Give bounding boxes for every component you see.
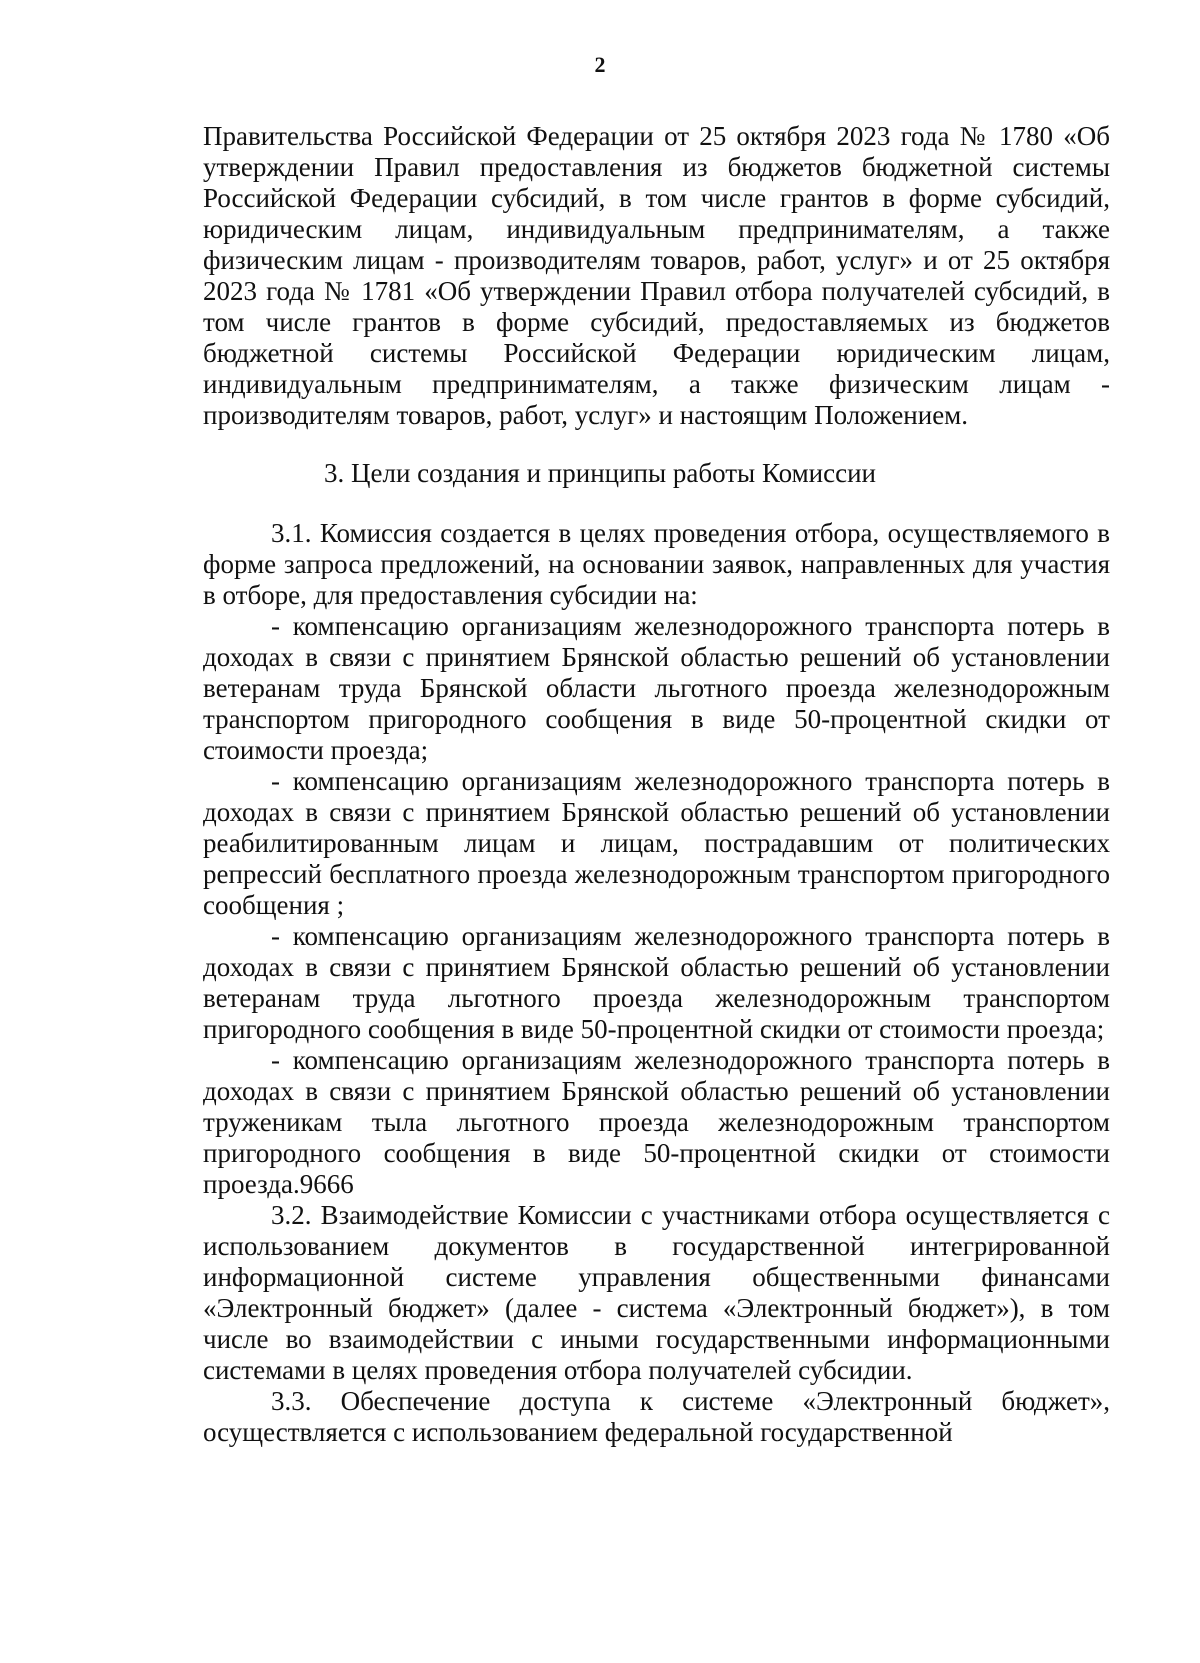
paragraph-3-3: 3.3. Обеспечение доступа к системе «Электронный бюджет», осуществляется с использованием федеральной государственной [203, 1386, 1110, 1447]
list-item-home-front-workers: - компенсацию организациям железнодорожного транспорта потерь в доходах в связи с принятием Брянской областью решений об установлении труженикам тыла льготного проезда железнодорожным транспортом пригородного сообщения в виде 50-процентной скидки от стоимости проезда.9666 [203, 1045, 1110, 1199]
list-item-veterans-labor: - компенсацию организациям железнодорожного транспорта потерь в доходах в связи с принятием Брянской областью решений об установлении ветеранам труда льготного проезда железнодорожным транспортом пригородного сообщения в виде 50-процентной скидки от стоимости проезда; [203, 921, 1110, 1044]
section-body [203, 518, 1110, 1448]
intro-paragraph: Правительства Российской Федерации от 25 октября 2023 года № 1780 «Об утверждении Правил предоставления из бюджетов бюджетной системы Российской Федерации субсидий, в том числе грантов в форме субсидий, юридическим лицам, индивидуальным предпринимателям, а также физическим лицам - производителям товаров, работ, услуг» и от 25 октября 2023 года № 1781 «Об утверждении Правил отбора получателей субсидий, в том числе грантов в форме субсидий, предоставляемых из бюджетов бюджетной системы Российской Федерации юридическим лицам, индивидуальным предпринимателям, а также физическим лицам - производителям товаров, работ, услуг» и настоящим Положением. [203, 121, 1110, 430]
section-heading: 3. Цели создания и принципы работы Комиссии [324, 458, 876, 488]
page-number: 2 [594, 52, 606, 77]
paragraph-3-2: 3.2. Взаимодействие Комиссии с участниками отбора осуществляется с использованием документов в государственной интегрированной информационной системе управления общественными финансами «Электронный бюджет» (далее - система «Электронный бюджет»), в том числе во взаимодействии с иными государственными информационными системами в целях проведения отбора получателей субсидии. [203, 1200, 1110, 1385]
intro-paragraph-block [203, 121, 1110, 431]
paragraph-3-1: 3.1. Комиссия создается в целях проведения отбора, осуществляемого в форме запроса предложений, на основании заявок, направленных для участия в отборе, для предоставления субсидии на: [203, 518, 1110, 610]
list-item-rehabilitated: - компенсацию организациям железнодорожного транспорта потерь в доходах в связи с принятием Брянской областью решений об установлении реабилитированным лицам и лицам, пострадавшим от политических репрессий бесплатного проезда железнодорожным транспортом пригородного сообщения ; [203, 766, 1110, 920]
list-item-veterans-region: - компенсацию организациям железнодорожного транспорта потерь в доходах в связи с принятием Брянской областью решений об установлении ветеранам труда Брянской области льготного проезда железнодорожным транспортом пригородного сообщения в виде 50-процентной скидки от стоимости проезда; [203, 611, 1110, 765]
